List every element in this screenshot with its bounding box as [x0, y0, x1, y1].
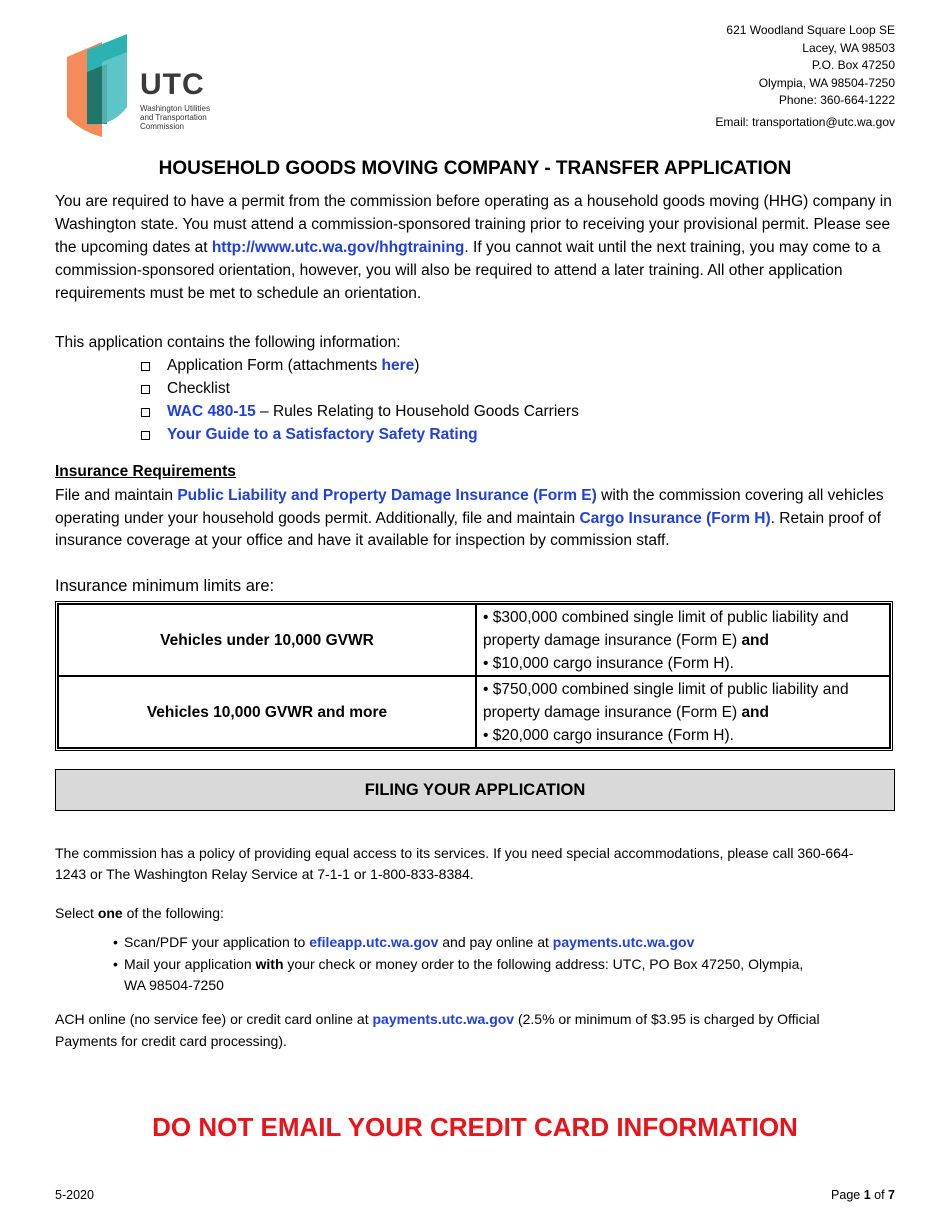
insurance-limits-table — [55, 601, 893, 751]
checkbox-bullet-icon — [141, 431, 150, 440]
list-item-text: Checklist — [167, 380, 230, 397]
option-text: your check or money order to the following address: UTC, PO Box 47250, Olympia, WA 98504-7250 — [124, 955, 804, 993]
credit-card-warning: DO NOT EMAIL YOUR CREDIT CARD INFORMATION — [152, 1112, 798, 1142]
vehicle-category: Vehicles 10,000 GVWR and more — [58, 676, 476, 748]
filing-heading: FILING YOUR APPLICATION — [55, 769, 895, 811]
safety-guide-link[interactable]: Your Guide to a Satisfactory Safety Rating — [167, 426, 478, 443]
list-item — [141, 423, 579, 446]
limit-details — [476, 604, 890, 676]
intro-text-2: . If you cannot wait until the next training, you may come to a commission-sponsored orientation, however, you will also be required to attend a later training. All other application requirements must be met to schedule an orientation. — [55, 239, 881, 302]
ach-text-a: ACH online (no service fee) or credit card online at — [55, 1011, 373, 1027]
insurance-text-3: . Retain proof of insurance coverage at your office and have it available for inspection by commission staff. — [55, 509, 881, 549]
page-of: of — [870, 1188, 889, 1202]
limit-and: and — [741, 631, 769, 649]
limit-line-2: • $20,000 cargo insurance (Form H). — [483, 726, 734, 744]
logo-sub-line2: and Transportation — [140, 113, 207, 122]
training-link[interactable]: http://www.utc.wa.gov/hhgtraining — [211, 239, 465, 256]
efile-link[interactable]: efileapp.utc.wa.gov — [309, 934, 439, 950]
checkbox-bullet-icon — [141, 362, 150, 371]
address-block — [715, 22, 895, 131]
accessibility-policy: The commission has a policy of providing equal access to its services. If you need special accommodations, please call 360-664-1243 or The Washington Relay Service at 7-1-1 or 1-800-833-8384. — [55, 845, 854, 882]
payments-link[interactable]: payments.utc.wa.gov — [552, 934, 695, 950]
list-item — [141, 400, 579, 423]
list-item-text-end: ) — [414, 357, 420, 374]
list-item-text: Application Form (attachments — [167, 357, 382, 374]
option-text: Scan/PDF your application to — [124, 934, 310, 950]
intro-text-1: You are required to have a permit from the commission before operating as a household goods moving (HHG) company in Washington state. You must attend a commission-sponsored training prior to receiving your provisional permit. Please see the upcoming dates at — [55, 193, 892, 256]
page-current: 1 — [863, 1188, 871, 1202]
option-text-bold: with — [255, 955, 284, 972]
logo-sub-line1: Washington Utilities — [140, 104, 210, 113]
revision-date: 5-2020 — [55, 1188, 94, 1202]
logo-sub-line3: Commission — [140, 122, 185, 131]
list-item — [113, 932, 813, 954]
ach-text-b: (2.5% or minimum of $3.95 is charged by Official Payments for credit card processing). — [55, 1011, 820, 1049]
form-h-link[interactable]: Cargo Insurance (Form H) — [579, 509, 771, 527]
select-text-a: Select — [55, 905, 98, 921]
address-line3: P.O. Box 47250 — [811, 58, 895, 72]
page-title: HOUSEHOLD GOODS MOVING COMPANY - TRANSFER APPLICATION — [158, 158, 792, 179]
filing-options-list — [113, 932, 813, 997]
logo-wordmark — [140, 70, 210, 131]
contents-lead: This application contains the following information: — [55, 334, 401, 351]
address-line4: Olympia, WA 98504-7250 — [758, 75, 895, 90]
insurance-minimum-label: Insurance minimum limits are: — [55, 577, 275, 595]
ach-payments-link[interactable]: payments.utc.wa.gov — [372, 1011, 515, 1027]
contents-section — [55, 331, 579, 446]
limit-line-1: • $750,000 combined single limit of public liability and property damage insurance (Form E) — [483, 680, 849, 721]
wac-link[interactable]: WAC 480-15 — [167, 403, 256, 420]
list-item — [141, 377, 579, 400]
logo-subtitle — [140, 104, 210, 131]
limit-details — [476, 676, 890, 748]
logo-abbr: UTC — [140, 68, 205, 101]
address-line1: 621 Woodland Square Loop SE — [726, 23, 895, 37]
select-instruction — [55, 905, 224, 921]
option-text: Mail your application — [124, 955, 256, 972]
checkbox-bullet-icon — [141, 408, 150, 417]
address-phone: Phone: 360-664-1222 — [778, 93, 895, 107]
select-text-c: of the following: — [122, 905, 224, 921]
ach-paragraph — [55, 1009, 885, 1052]
insurance-text-1: File and maintain — [55, 487, 178, 504]
attachments-link[interactable]: here — [381, 357, 415, 374]
contents-list — [55, 354, 579, 446]
page-text: Page — [831, 1188, 864, 1202]
limit-and: and — [741, 703, 769, 721]
insurance-paragraph — [55, 485, 885, 553]
intro-paragraph — [55, 190, 900, 305]
address-email[interactable]: Email: transportation@utc.wa.gov — [715, 114, 895, 129]
insurance-text-2: with the commission covering all vehicles operating under your household goods permit. Additionally, file and maintain — [55, 487, 884, 527]
table-row — [58, 604, 890, 676]
list-item-text: – Rules Relating to Household Goods Carriers — [255, 403, 579, 420]
form-e-link[interactable]: Public Liability and Property Damage Insurance (Form E) — [177, 487, 597, 504]
checkbox-bullet-icon — [141, 385, 150, 394]
option-text: and pay online at — [438, 934, 553, 950]
page-total: 7 — [888, 1188, 895, 1202]
list-item — [113, 954, 813, 997]
select-text-one: one — [97, 905, 123, 921]
list-item — [141, 354, 579, 377]
limit-line-1: • $300,000 combined single limit of public liability and property damage insurance (Form E) — [483, 608, 849, 649]
address-line2: Lacey, WA 98503 — [802, 40, 895, 55]
vehicle-category: Vehicles under 10,000 GVWR — [58, 604, 476, 676]
page-number — [831, 1188, 895, 1202]
insurance-heading: Insurance Requirements — [55, 463, 236, 480]
limit-line-2: • $10,000 cargo insurance (Form H). — [483, 654, 734, 672]
table-row — [58, 676, 890, 748]
